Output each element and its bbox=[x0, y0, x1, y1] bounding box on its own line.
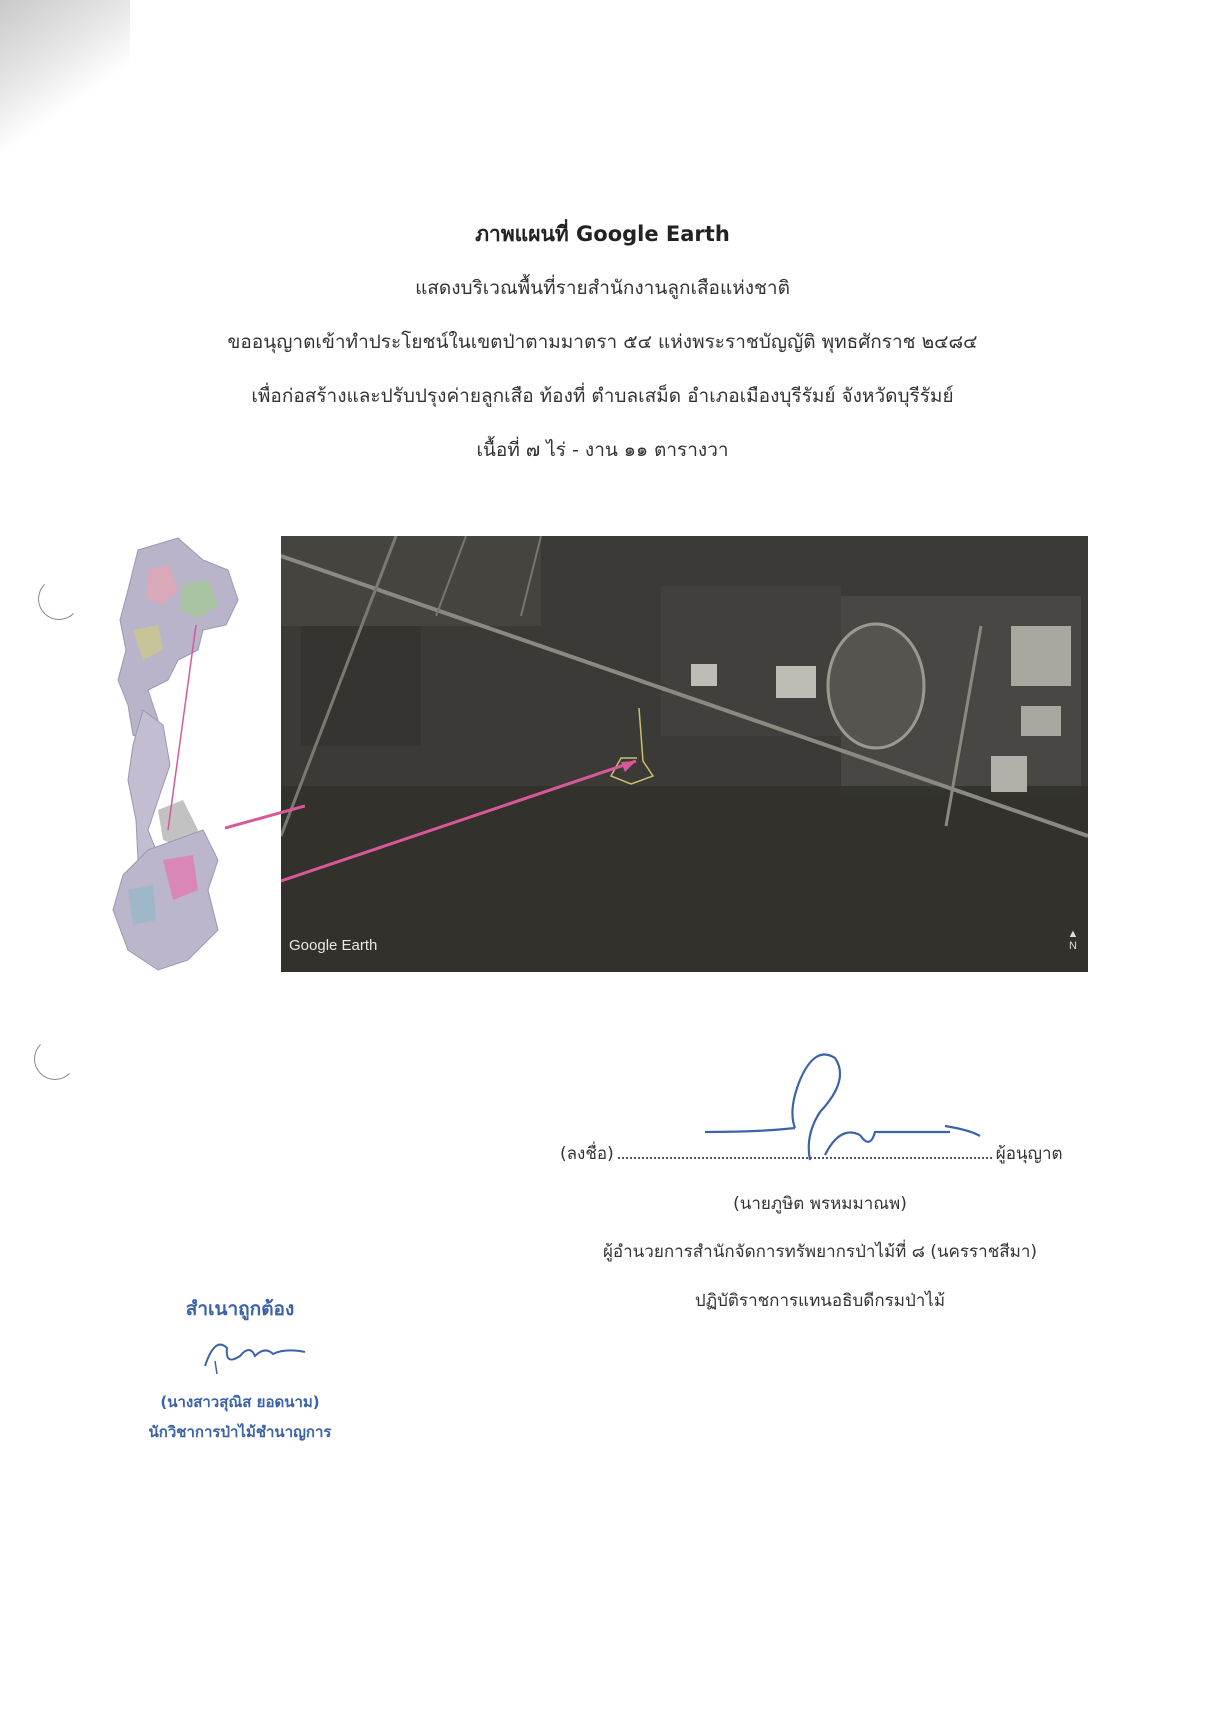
subtitle-area: แสดงบริเวณพื้นที่รายสำนักงานลูกเสือแห่งชาติ bbox=[415, 277, 790, 299]
document-title: ภาพแผนที่ Google Earth bbox=[475, 222, 730, 246]
subtitle-purpose-location: เพื่อก่อสร้างและปรับปรุงค่ายลูกเสือ ท้องที่ ตำบลเสม็ด อำเภอเมืองบุรีรัมย์ จังหวัดบุรีรัมย์ bbox=[251, 385, 954, 407]
punch-hole-mark bbox=[38, 578, 80, 620]
sign-prefix: (ลงชื่อ) bbox=[560, 1144, 614, 1164]
signatory-name: (นายภูษิต พรหมมาณพ) bbox=[733, 1194, 907, 1214]
punch-hole-mark bbox=[34, 1038, 76, 1080]
certified-copy-title: สำเนาถูกต้อง bbox=[185, 1298, 295, 1320]
north-arrow-icon: ▲ N bbox=[1067, 928, 1079, 952]
certifier-position: นักวิชาการป่าไม้ชำนาญการ bbox=[148, 1423, 332, 1441]
signature-line bbox=[560, 1140, 1063, 1167]
google-earth-watermark: Google Earth bbox=[289, 937, 378, 954]
signature-dotted-line bbox=[618, 1143, 992, 1159]
pointer-arrow bbox=[225, 800, 305, 830]
satellite-image bbox=[281, 536, 1088, 972]
scan-corner-fold bbox=[0, 0, 130, 170]
subtitle-land-size: เนื้อที่ ๗ ไร่ - งาน ๑๑ ตารางวา bbox=[476, 439, 729, 461]
thailand-overview-map bbox=[108, 530, 268, 1010]
signatory-position: ผู้อำนวยการสำนักจัดการทรัพยากรป่าไม้ที่ ๘ (นครราชสีมา) bbox=[602, 1242, 1038, 1262]
sign-suffix: ผู้อนุญาต bbox=[995, 1144, 1063, 1164]
certifier-name: (นางสาวสุณิส ยอดนาม) bbox=[160, 1393, 320, 1411]
subtitle-permit: ขออนุญาตเข้าทำประโยชน์ในเขตป่าตามมาตรา ๕๔ แห่งพระราชบัญญัติ พุทธศักราช ๒๔๘๔ bbox=[227, 331, 978, 353]
certifier-signature bbox=[195, 1326, 315, 1376]
north-label: N bbox=[1069, 940, 1077, 952]
signatory-acting-for: ปฏิบัติราชการแทนอธิบดีกรมป่าไม้ bbox=[694, 1291, 946, 1311]
